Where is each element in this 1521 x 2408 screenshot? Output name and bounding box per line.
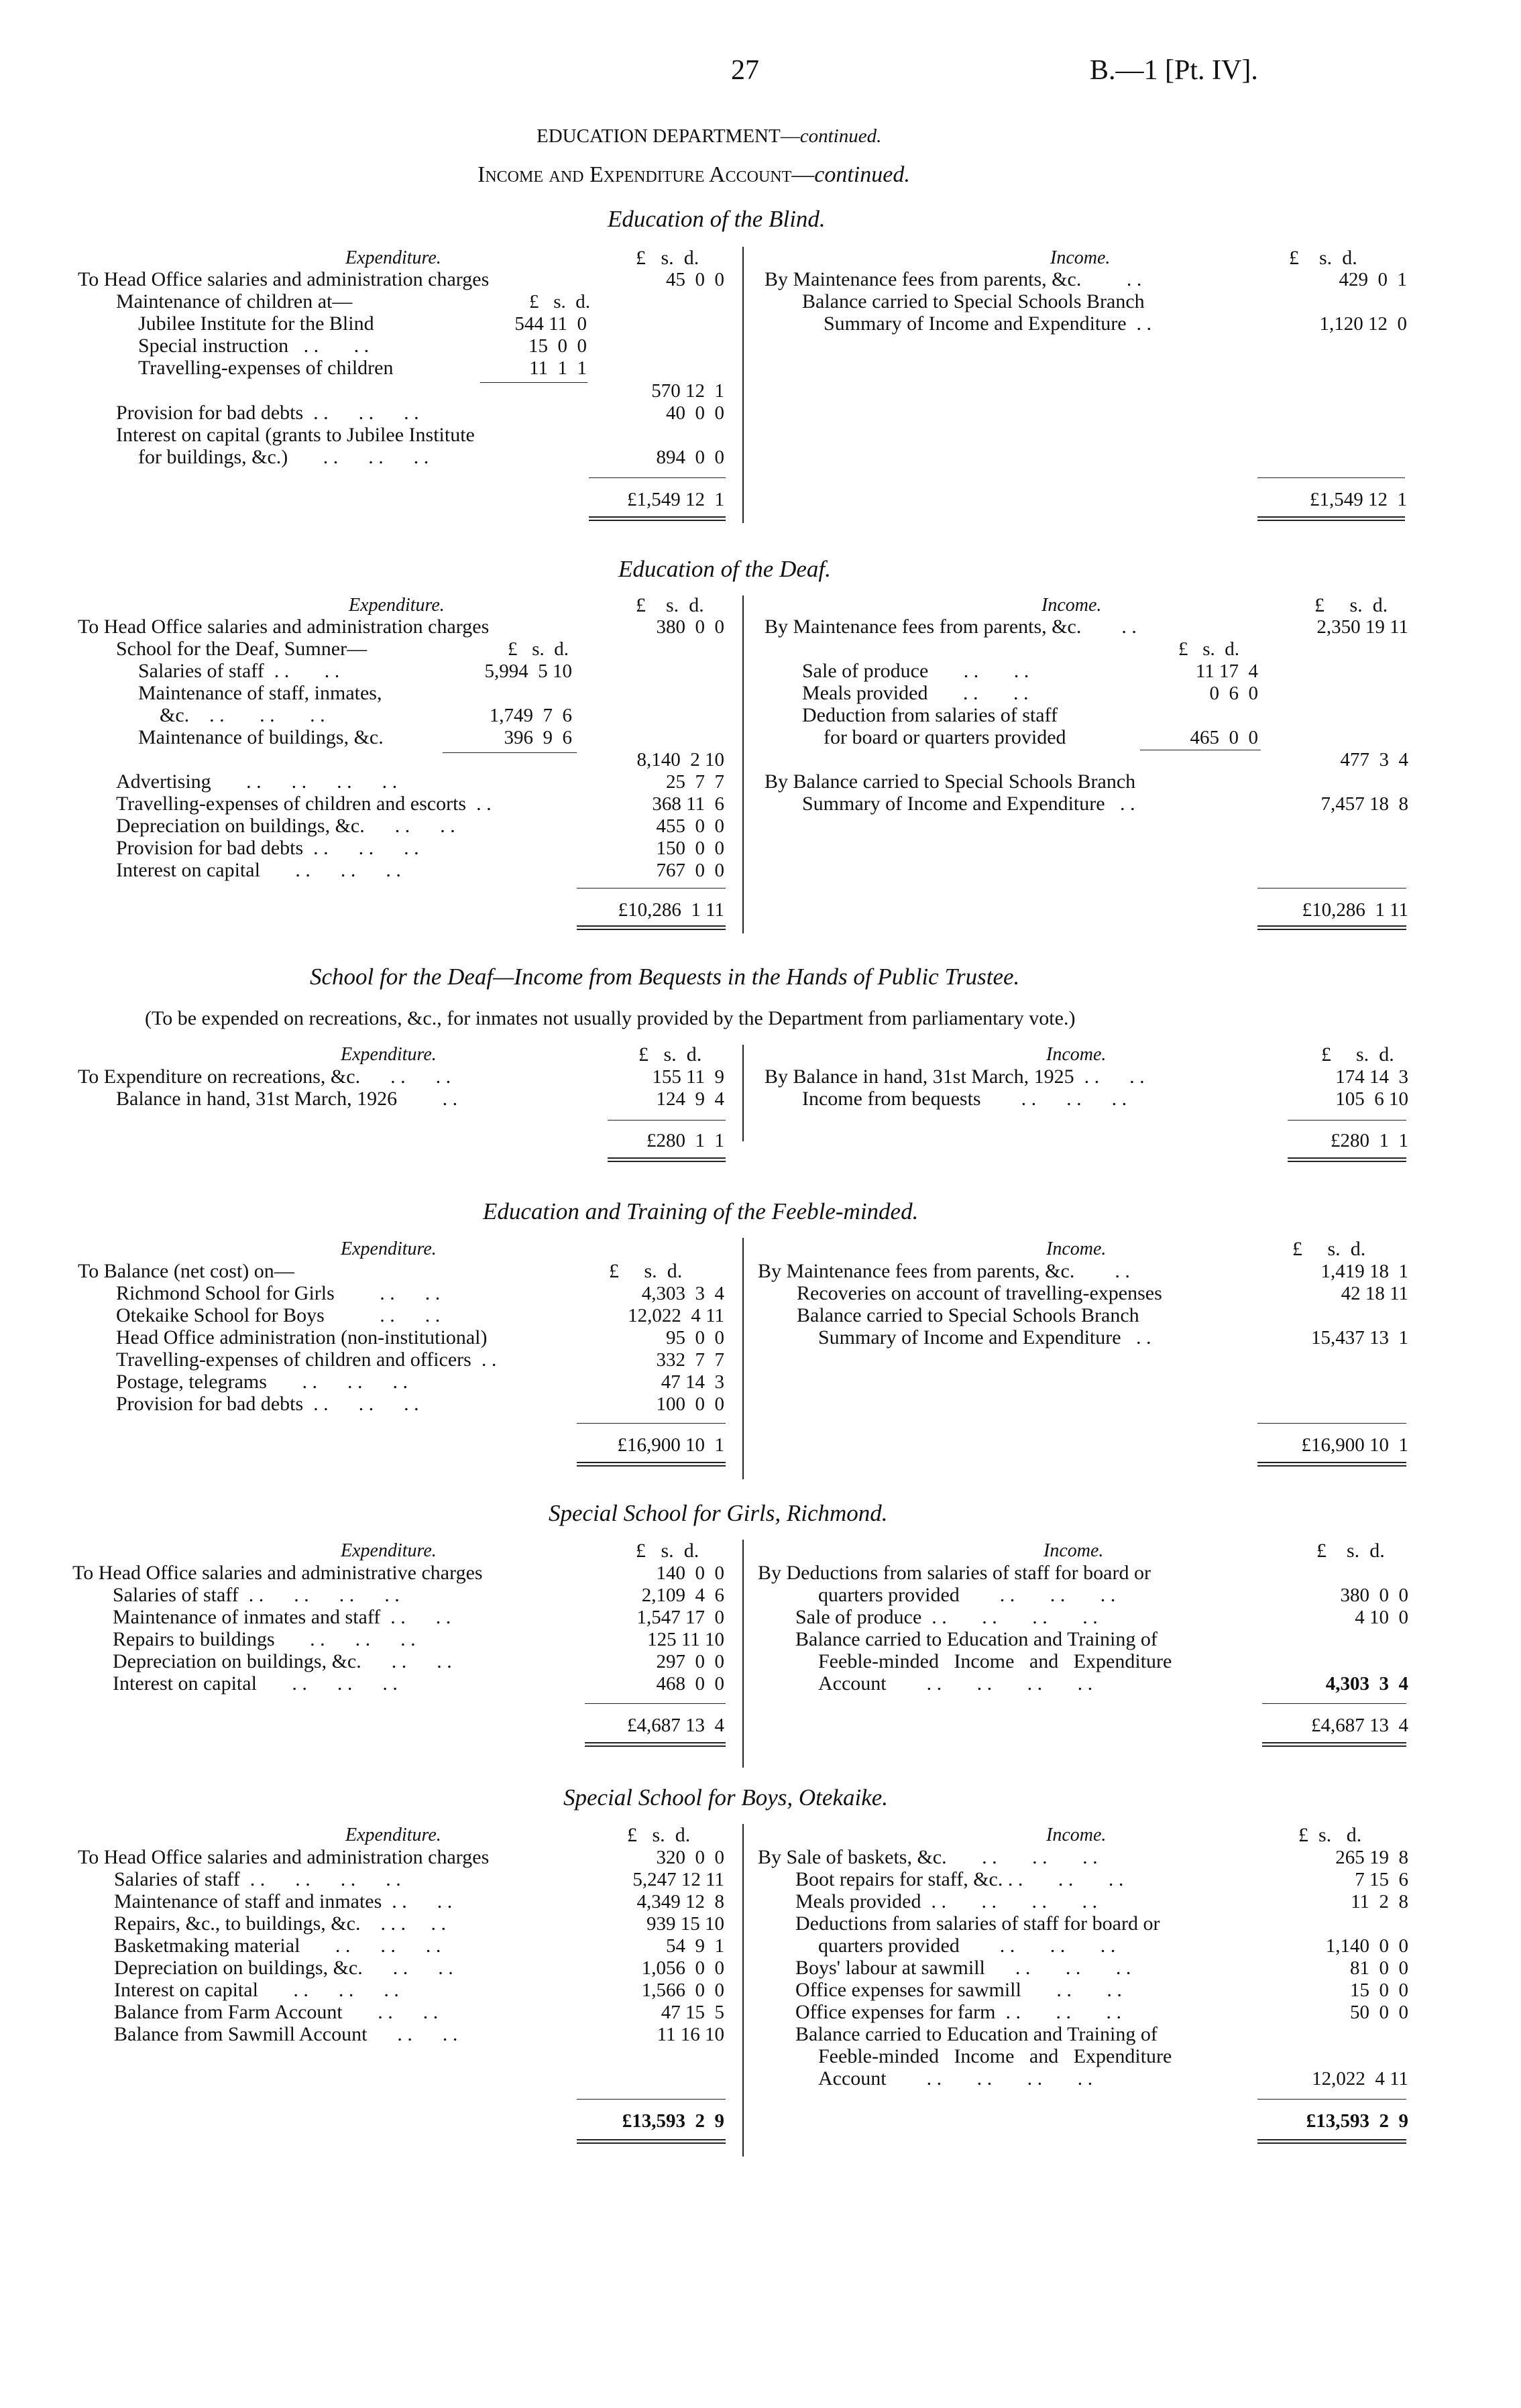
section-title: School for the Deaf—Income from Bequests in the Hands of Public Trustee. <box>310 964 1020 990</box>
expenditure-total: £13,593 2 9 <box>622 2110 724 2132</box>
amount: 939 15 10 <box>646 1913 724 1935</box>
expenditure-line: Maintenance of children at— <box>116 290 353 312</box>
expenditure-line: Salaries of staff . . . . <box>138 660 340 682</box>
lsd-header-income <box>1292 1238 1365 1261</box>
amount: 455 0 0 <box>656 815 724 837</box>
amount: 15,437 13 1 <box>1311 1327 1408 1349</box>
department-heading <box>537 125 881 148</box>
amount: 320 0 0 <box>656 1847 724 1868</box>
amount: 15 0 0 <box>1350 1980 1408 2001</box>
double-rule <box>577 925 726 930</box>
amount: 5,994 5 10 <box>484 661 572 682</box>
column-divider <box>742 1824 744 2157</box>
expenditure-line: Interest on capital . . . . . . <box>116 859 401 881</box>
double-rule <box>1257 2139 1406 2144</box>
lsd-header <box>636 594 704 617</box>
income-label: Income. <box>1046 1239 1107 1259</box>
income-line: Balance carried to Special Schools Branch <box>802 290 1145 312</box>
total-rule <box>1257 1423 1406 1424</box>
section-title: Education of the Deaf. <box>618 556 831 582</box>
amount: 429 0 1 <box>1339 269 1407 290</box>
pence-label: d. <box>1369 1540 1385 1562</box>
amount: 4,303 3 4 <box>1325 1673 1408 1695</box>
expenditure-line: Interest on capital (grants to Jubilee Institute <box>116 424 475 446</box>
income-line: Office expenses for sawmill . . . . <box>795 1979 1122 2001</box>
pence-label: d. <box>683 1540 699 1562</box>
report-code: B.—1 [Pt. IV]. <box>1090 55 1258 86</box>
shilling-label: s. <box>661 1540 674 1562</box>
subtotal-rule <box>443 752 577 753</box>
income-total: £280 1 1 <box>1331 1130 1408 1151</box>
lsd-header-income <box>1289 247 1357 270</box>
total-rule <box>1262 1703 1406 1704</box>
lsd-header-income: £ <box>1321 1043 1331 1066</box>
expenditure-line: Provision for bad debts . . . . . . <box>116 1393 419 1415</box>
amount: 368 11 6 <box>652 793 724 815</box>
amount: 4,303 3 4 <box>641 1283 724 1304</box>
expenditure-line: Repairs to buildings . . . . . . <box>113 1628 416 1650</box>
income-label: Income. <box>1046 1825 1107 1845</box>
lsd-subheader: £ s. d. <box>528 291 590 312</box>
income-total: £1,549 12 1 <box>1310 489 1407 510</box>
income-label: Income. <box>1046 1044 1107 1065</box>
expenditure-line: &c. . . . . . . <box>160 704 325 726</box>
pound-label: £ <box>609 1260 619 1282</box>
income-line: By Maintenance fees from parents, &c. . . <box>765 268 1142 290</box>
amount: 1,749 7 6 <box>489 705 572 726</box>
total-rule <box>1257 477 1405 478</box>
amount: 11 2 8 <box>1351 1891 1408 1912</box>
income-line: Deductions from salaries of staff for board or <box>795 1912 1160 1935</box>
income-total: £4,687 13 4 <box>1311 1715 1408 1736</box>
double-rule <box>585 1742 726 1747</box>
income-line: Boys' labour at sawmill . . . . . . <box>795 1957 1131 1979</box>
amount: 11 16 10 <box>657 2024 724 2045</box>
pound-label: £ <box>638 1043 649 1066</box>
lsd-header <box>609 1260 682 1283</box>
amount: 7,457 18 8 <box>1320 793 1408 815</box>
expenditure-line: Head Office administration (non-institutional) <box>116 1326 488 1349</box>
amount: 7 15 6 <box>1355 1869 1408 1890</box>
shilling-label: s. <box>652 1824 665 1846</box>
expenditure-line: Balance from Sawmill Account . . . . <box>114 2023 458 2045</box>
pound-label: £ <box>1292 1238 1302 1260</box>
total-rule <box>577 2099 726 2100</box>
expenditure-line: To Expenditure on recreations, &c. . . . . <box>78 1066 451 1088</box>
income-line: Sale of produce . . . . . . . . <box>795 1606 1098 1628</box>
lsd-header-income-sd <box>1356 1043 1394 1066</box>
expenditure-line: Jubilee Institute for the Blind <box>138 312 374 335</box>
account-cont: continued. <box>814 162 910 187</box>
income-line: By Maintenance fees from parents, &c. . . <box>758 1260 1130 1282</box>
expenditure-line: Travelling-expenses of children <box>138 357 394 379</box>
amount: 40 0 0 <box>666 402 724 424</box>
amount: 150 0 0 <box>656 838 724 859</box>
amount: 174 14 3 <box>1335 1066 1408 1088</box>
amount: 25 7 7 <box>666 771 724 793</box>
amount: 50 0 0 <box>1350 2002 1408 2023</box>
lsd-header <box>638 1043 701 1066</box>
amount: 465 0 0 <box>1190 727 1258 748</box>
amount: 4,349 12 8 <box>636 1891 724 1912</box>
section-note: (To be expended on recreations, &c., for inmates not usually provided by the Department from parliamentary vote.) <box>145 1007 1076 1029</box>
expenditure-total: £4,687 13 4 <box>627 1715 724 1736</box>
amount: 1,056 0 0 <box>641 1957 724 1979</box>
income-line: By Sale of baskets, &c. . . . . . . <box>758 1846 1098 1868</box>
amount: 45 0 0 <box>666 269 724 290</box>
income-line: Account . . . . . . . . <box>818 1672 1093 1695</box>
amount: 11 17 4 <box>1195 661 1258 682</box>
income-line: Summary of Income and Expenditure . . <box>818 1326 1151 1349</box>
income-line: Account . . . . . . . . <box>818 2067 1093 2089</box>
expenditure-line: School for the Deaf, Sumner— <box>116 638 368 660</box>
income-total: £13,593 2 9 <box>1306 2110 1408 2132</box>
expenditure-line: Maintenance of buildings, &c. <box>138 726 384 748</box>
amount: 5,247 12 11 <box>632 1869 724 1890</box>
expenditure-line: Repairs, &c., to buildings, &c. . . . . . <box>114 1912 446 1935</box>
expenditure-line: Travelling-expenses of children and officers . . <box>116 1349 497 1371</box>
income-label: Income. <box>1041 595 1102 616</box>
amount: 47 15 5 <box>661 2002 724 2023</box>
expenditure-label: Expenditure. <box>341 1239 437 1259</box>
shilling-label: s. <box>1347 1540 1360 1562</box>
section-title: Education and Training of the Feeble-minded. <box>483 1198 919 1224</box>
amount: 125 11 10 <box>647 1629 724 1650</box>
pound-label: £ <box>1314 594 1325 616</box>
double-rule <box>577 2139 726 2144</box>
amount: 380 0 0 <box>1340 1585 1408 1606</box>
amount: 1,566 0 0 <box>641 1980 724 2001</box>
expenditure-line: Postage, telegrams . . . . . . <box>116 1371 408 1393</box>
pence-label: d. <box>1346 1824 1362 1846</box>
amount: 4 10 0 <box>1355 1607 1408 1628</box>
shilling-label: s. <box>1319 247 1333 269</box>
amount: 265 19 8 <box>1335 1847 1408 1868</box>
pound-label: £ <box>1316 1540 1327 1562</box>
amount: 12,022 4 11 <box>628 1305 724 1326</box>
expenditure-line: Interest on capital . . . . . . <box>114 1979 399 2001</box>
amount: 100 0 0 <box>656 1393 724 1415</box>
amount: 11 1 1 <box>529 357 587 379</box>
amount: 124 9 4 <box>656 1088 724 1110</box>
expenditure-label: Expenditure. <box>349 595 445 616</box>
amount: 0 6 0 <box>1209 683 1258 704</box>
income-line: Deduction from salaries of staff <box>802 704 1058 726</box>
income-line: Sale of produce . . . . <box>802 660 1029 682</box>
subtotal: 477 3 4 <box>1340 749 1408 770</box>
income-line: Meals provided . . . . . . . . <box>795 1890 1097 1912</box>
income-line: By Maintenance fees from parents, &c. . . <box>765 616 1137 638</box>
expenditure-line: To Balance (net cost) on— <box>78 1260 294 1282</box>
shilling-label: s. <box>663 1043 677 1066</box>
amount: 1,547 17 0 <box>636 1607 724 1628</box>
expenditure-line: Maintenance of staff and inmates . . . . <box>114 1890 453 1912</box>
income-line: Balance carried to Education and Training of <box>795 2023 1158 2045</box>
income-line: Summary of Income and Expenditure . . <box>802 793 1135 815</box>
pence-label: d. <box>689 594 704 616</box>
income-line: Feeble-minded Income and Expenditure <box>818 1650 1172 1672</box>
amount: 544 11 0 <box>514 313 587 335</box>
page-number: 27 <box>731 55 759 86</box>
total-rule <box>1257 2099 1406 2100</box>
amount: 396 9 6 <box>504 727 572 748</box>
subtotal-rule <box>480 382 587 383</box>
total-rule <box>608 1120 726 1121</box>
lsd-header-income <box>1314 594 1388 617</box>
amount: 15 0 0 <box>528 335 587 357</box>
amount: 12,022 4 11 <box>1312 2068 1408 2089</box>
pence-label: d. <box>1372 594 1388 616</box>
amount: 297 0 0 <box>656 1651 724 1672</box>
section-title: Education of the Blind. <box>608 206 826 232</box>
expenditure-line: Travelling-expenses of children and escorts . . <box>116 793 492 815</box>
shilling-label: s. <box>1356 1043 1369 1066</box>
total-rule <box>589 477 726 478</box>
expenditure-total: £1,549 12 1 <box>627 489 724 510</box>
double-rule <box>1257 516 1405 521</box>
income-line: Boot repairs for staff, &c. . . . . . . <box>795 1868 1124 1890</box>
amount: 332 7 7 <box>656 1349 724 1371</box>
expenditure-line: Interest on capital . . . . . . <box>113 1672 398 1695</box>
amount: 1,419 18 1 <box>1320 1261 1408 1282</box>
income-line: Office expenses for farm . . . . . . <box>795 2001 1121 2023</box>
total-rule <box>577 1423 726 1424</box>
expenditure-line: Basketmaking material . . . . . . <box>114 1935 441 1957</box>
amount: 468 0 0 <box>656 1673 724 1695</box>
lsd-subheader: £ s. d. <box>1178 638 1239 660</box>
section-title: Special School for Boys, Otekaike. <box>563 1784 889 1811</box>
amount: 95 0 0 <box>666 1327 724 1349</box>
income-line: By Balance carried to Special Schools Branch <box>765 770 1136 793</box>
amount: 54 9 1 <box>666 1935 724 1957</box>
expenditure-line: To Head Office salaries and administrative charges <box>72 1562 483 1584</box>
income-line: Feeble-minded Income and Expenditure <box>818 2045 1172 2067</box>
amount: 2,109 4 6 <box>641 1585 724 1606</box>
expenditure-line: Otekaike School for Boys . . . . <box>116 1304 441 1326</box>
expenditure-line: Provision for bad debts . . . . . . <box>116 837 419 859</box>
income-line: By Balance in hand, 31st March, 1925 . . . . <box>765 1066 1145 1088</box>
pence-label: d. <box>1342 247 1357 269</box>
expenditure-line: Special instruction . . . . <box>138 335 370 357</box>
lsd-header <box>636 1540 699 1562</box>
expenditure-line: Salaries of staff . . . . . . . . <box>114 1868 401 1890</box>
total-rule <box>585 1703 726 1704</box>
expenditure-label: Expenditure. <box>345 1825 441 1845</box>
expenditure-line: To Head Office salaries and administration charges <box>78 1846 490 1868</box>
shilling-label: s. <box>1318 1824 1332 1846</box>
section-title: Special School for Girls, Richmond. <box>549 1500 888 1526</box>
income-line: Income from bequests . . . . . . <box>802 1088 1127 1110</box>
expenditure-line: for buildings, &c.) . . . . . . <box>138 446 429 468</box>
shilling-label: s. <box>661 247 674 269</box>
double-rule <box>1257 1462 1406 1467</box>
expenditure-line: Salaries of staff . . . . . . . . <box>113 1584 400 1606</box>
income-line: for board or quarters provided <box>824 726 1066 748</box>
expenditure-line: Balance from Farm Account . . . . <box>114 2001 439 2023</box>
shilling-label: s. <box>644 1260 657 1282</box>
income-label: Income. <box>1050 247 1111 268</box>
expenditure-line: Depreciation on buildings, &c. . . . . <box>113 1650 452 1672</box>
expenditure-line: Depreciation on buildings, &c. . . . . <box>114 1957 453 1979</box>
pound-label: £ <box>1289 247 1299 269</box>
department-cont: continued. <box>799 125 882 147</box>
expenditure-label: Expenditure. <box>341 1540 437 1561</box>
amount: 767 0 0 <box>656 860 724 881</box>
amount: 155 11 9 <box>652 1066 724 1088</box>
pence-label: d. <box>686 1043 702 1066</box>
shilling-label: s. <box>666 594 679 616</box>
amount: 1,120 12 0 <box>1319 313 1407 335</box>
double-rule <box>589 516 726 521</box>
income-line: Recoveries on account of travelling-expenses <box>797 1282 1162 1304</box>
lsd-subheader: £ s. d. <box>507 638 569 660</box>
expenditure-line: Provision for bad debts . . . . . . <box>116 402 419 424</box>
expenditure-label: Expenditure. <box>345 247 441 268</box>
income-line: Balance carried to Special Schools Branch <box>797 1304 1139 1326</box>
expenditure-total: £10,286 1 11 <box>618 899 724 921</box>
expenditure-total: £16,900 10 1 <box>617 1434 724 1456</box>
amount: 894 0 0 <box>656 447 724 468</box>
double-rule <box>608 1157 726 1162</box>
income-total: £16,900 10 1 <box>1301 1434 1408 1456</box>
double-rule <box>577 1462 726 1467</box>
expenditure-total: £280 1 1 <box>646 1130 724 1151</box>
pound-label: £ <box>636 1540 646 1562</box>
department-name: EDUCATION DEPARTMENT— <box>537 125 800 147</box>
expenditure-line: Balance in hand, 31st March, 1926 . . <box>116 1088 458 1110</box>
amount: 105 6 10 <box>1335 1088 1408 1110</box>
amount: 81 0 0 <box>1350 1957 1408 1979</box>
income-line: By Deductions from salaries of staff for board or <box>758 1562 1151 1584</box>
total-rule <box>1288 1120 1406 1121</box>
expenditure-line: Richmond School for Girls . . . . <box>116 1282 441 1304</box>
lsd-header-income <box>1316 1540 1385 1562</box>
account-title: Income and Expenditure Account— <box>477 162 815 187</box>
income-line: quarters provided . . . . . . <box>818 1935 1116 1957</box>
account-heading <box>477 164 910 186</box>
amount: 2,350 19 11 <box>1316 616 1408 638</box>
pence-label: d. <box>683 247 699 269</box>
double-rule <box>1257 925 1406 930</box>
pound-label: £ <box>636 247 646 269</box>
pence-label: d. <box>675 1824 691 1846</box>
income-line: Summary of Income and Expenditure . . <box>824 312 1152 335</box>
income-line: Meals provided . . . . <box>802 682 1029 704</box>
column-divider <box>742 247 744 523</box>
amount: 1,140 0 0 <box>1325 1935 1408 1957</box>
amount: 47 14 3 <box>661 1371 724 1393</box>
income-label: Income. <box>1044 1540 1104 1561</box>
income-total: £10,286 1 11 <box>1302 899 1408 921</box>
lsd-header <box>627 1824 690 1847</box>
column-divider <box>742 595 744 933</box>
subtotal: 570 12 1 <box>651 380 724 402</box>
column-divider <box>742 1045 744 1141</box>
double-rule <box>1262 1742 1406 1747</box>
amount: 380 0 0 <box>656 616 724 638</box>
column-divider <box>742 1238 744 1479</box>
expenditure-line: Advertising . . . . . . . . <box>116 770 398 793</box>
amount: 42 18 11 <box>1341 1283 1408 1304</box>
expenditure-line: Maintenance of staff, inmates, <box>138 682 382 704</box>
expenditure-line: To Head Office salaries and administration charges <box>78 616 490 638</box>
pence-label: d. <box>667 1260 683 1282</box>
shilling-label: s. <box>1327 1238 1341 1260</box>
shilling-label: s. <box>1349 594 1363 616</box>
lsd-header <box>636 247 699 270</box>
pence-label: d. <box>1379 1043 1394 1066</box>
expenditure-line: To Head Office salaries and administration charges <box>78 268 490 290</box>
subtotal: 8,140 2 10 <box>636 749 724 770</box>
double-rule <box>1288 1157 1406 1162</box>
expenditure-label: Expenditure. <box>341 1044 437 1065</box>
pound-label: £ <box>627 1824 637 1846</box>
income-line: quarters provided . . . . . . <box>818 1584 1116 1606</box>
income-line: Balance carried to Education and Training of <box>795 1628 1158 1650</box>
expenditure-line: Maintenance of inmates and staff . . . . <box>113 1606 451 1628</box>
expenditure-line: Depreciation on buildings, &c. . . . . <box>116 815 455 837</box>
column-divider <box>742 1540 744 1768</box>
lsd-header-income <box>1298 1824 1361 1847</box>
pence-label: d. <box>1350 1238 1366 1260</box>
amount: 140 0 0 <box>656 1562 724 1584</box>
pound-label: £ <box>636 594 646 616</box>
pound-label: £ <box>1298 1824 1308 1846</box>
